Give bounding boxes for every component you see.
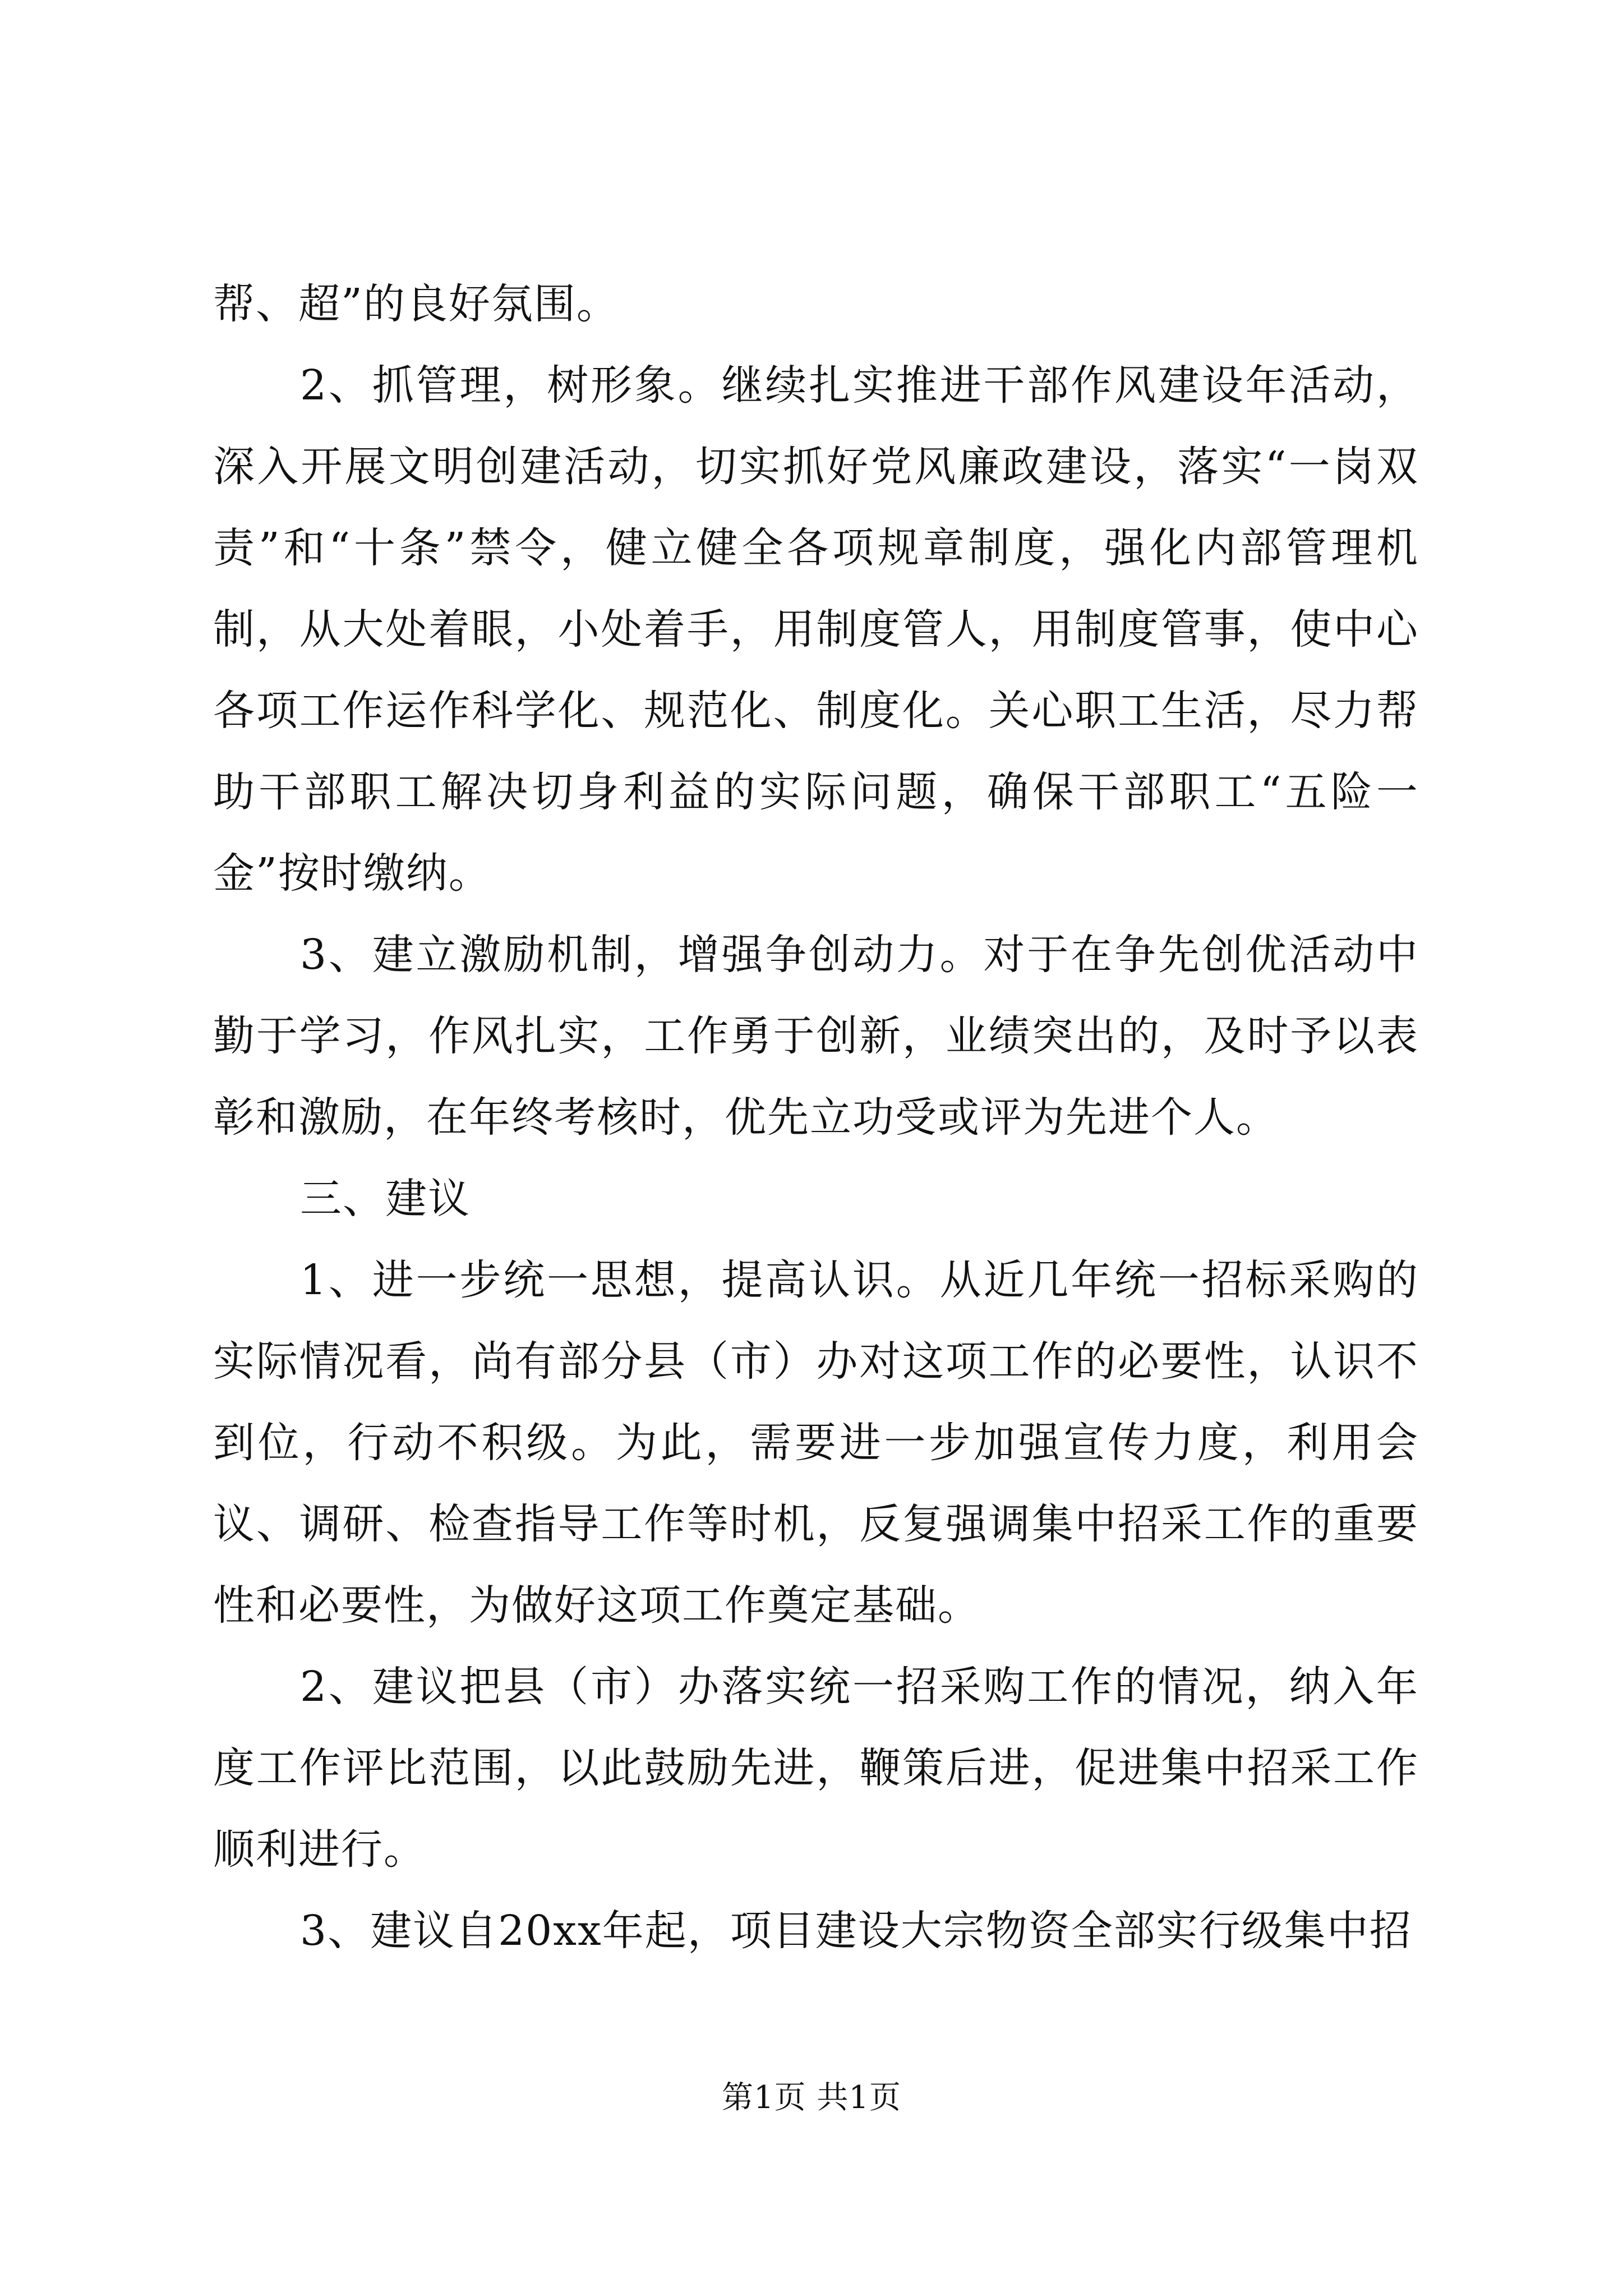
paragraph-incentive: 3、建立激励机制，增强争创动力。对于在争先创优活动中勤于学习，作风扎实，工作勇于创新，业绩突出的，及时予以表彰和激励，在年终考核时，优先立功受或评为先进个人。 — [213, 931, 1419, 1142]
paragraph-suggestion-3: 3、建议自20xx年起，项目建设大宗物资全部实行级集中招 — [300, 1907, 1412, 1955]
paragraph-continuation: 帮、超”的良好氛围。 — [213, 280, 619, 328]
document-body — [213, 264, 1419, 1972]
paragraph-suggestion-1: 1、进一步统一思想，提高认识。从近几年统一招标采购的实际情况看，尚有部分县（市）办对这项工作的必要性，认识不到位，行动不积级。为此，需要进一步加强宣传力度，利用会议、调研、检查指导工作等时机，反复强调集中招采工作的重要性和必要性，为做好这项工作奠定基础。 — [213, 1256, 1419, 1630]
page-footer — [0, 2076, 1623, 2120]
paragraph-management: 2、抓管理，树形象。继续扎实推进干部作风建设年活动，深入开展文明创建活动，切实抓好党风廉政建设，落实“一岗双责”和“十条”禁令，健立健全各项规章制度，强化内部管理机制，从大处着眼，小处着手，用制度管人，用制度管事，使中心各项工作运作科学化、规范化、制度化。关心职工生活，尽力帮助干部职工解决切身利益的实际问题，确保干部职工“五险一金”按时缴纳。 — [213, 361, 1419, 898]
page-number: 第1页 共1页 — [721, 2079, 902, 2116]
paragraph-suggestion-2: 2、建议把县（市）办落实统一招采购工作的情况，纳入年度工作评比范围，以此鼓励先进，鞭策后进，促进集中招采工作顺利进行。 — [213, 1663, 1419, 1874]
section-heading-suggestions: 三、建议 — [300, 1175, 471, 1223]
